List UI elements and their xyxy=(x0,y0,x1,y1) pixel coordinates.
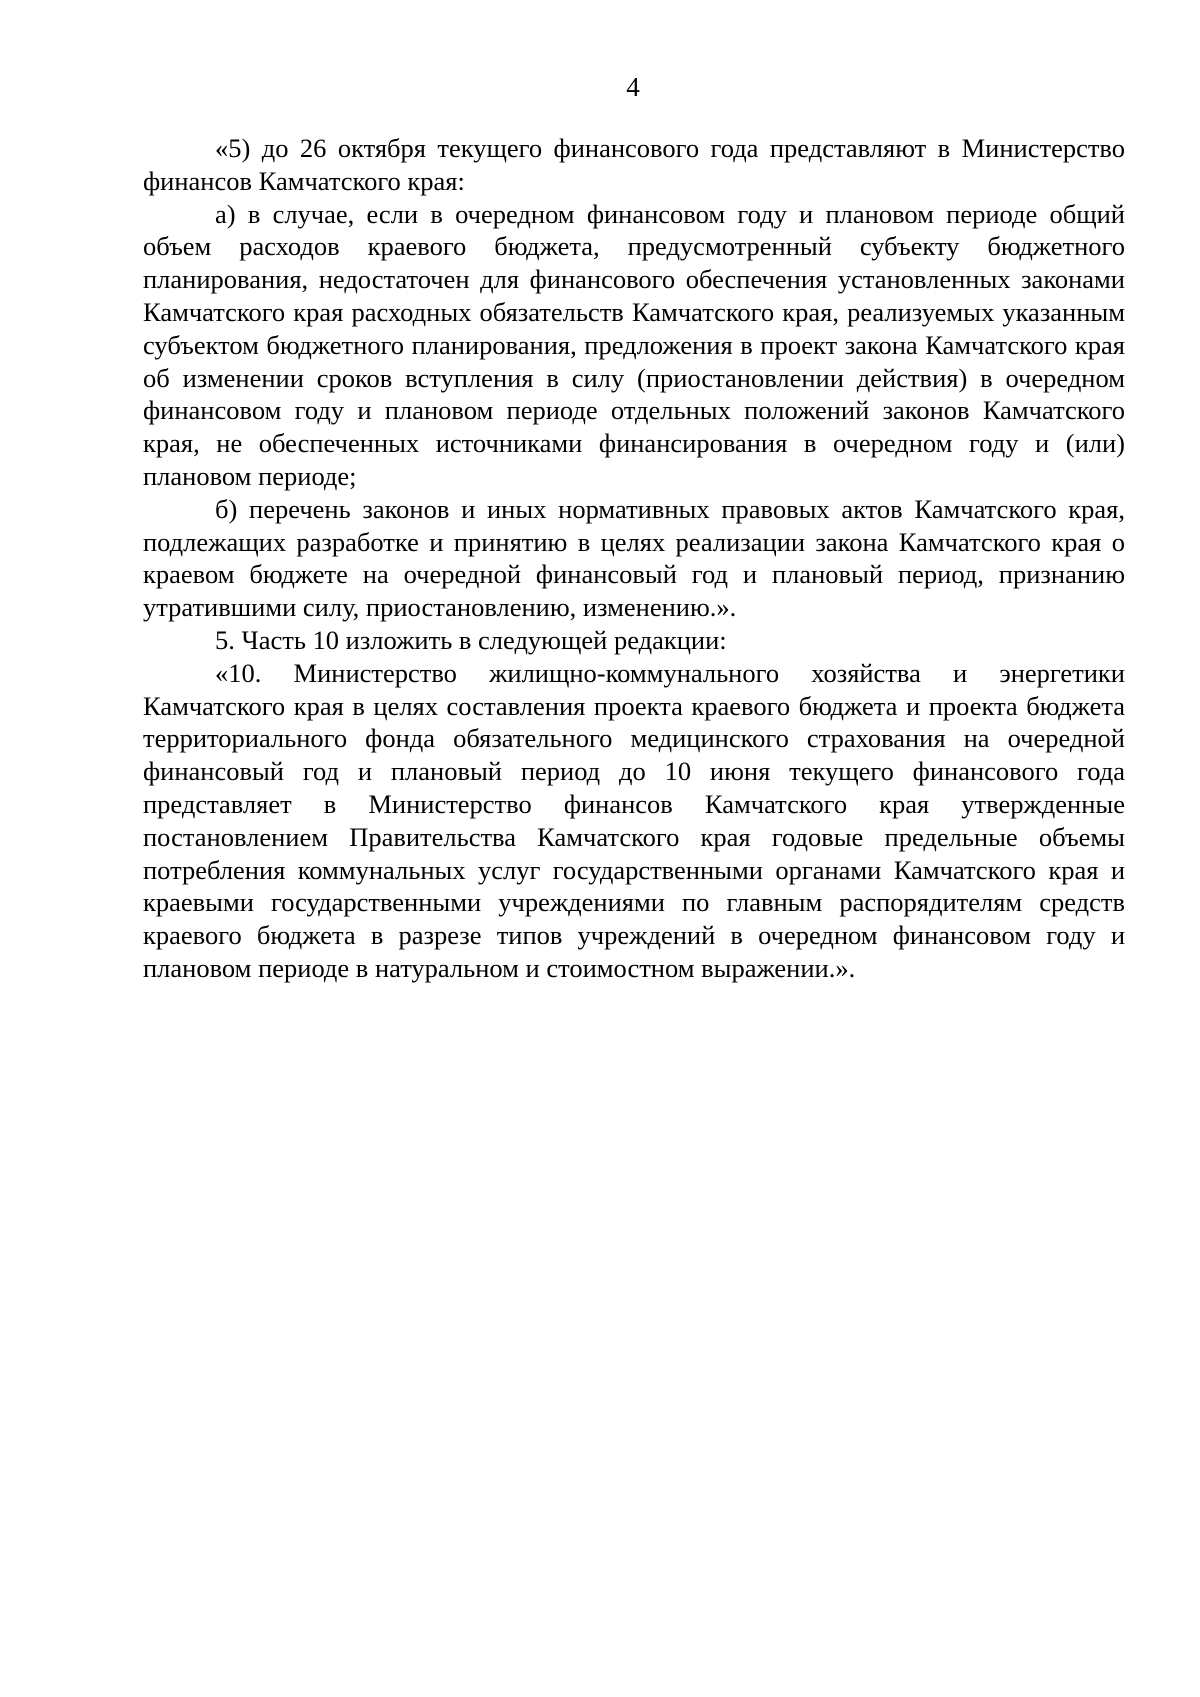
paragraph-amendment-5: 5. Часть 10 изложить в следующей редакции: xyxy=(215,624,727,655)
paragraph-subitem-b: б) перечень законов и иных нормативных правовых актов Камчатского края, подлежащих разработке и принятию в целях реализации закона Камчатского края о краевом бюджете на очередной финансовый год и плановый период, признанию утратившими силу, приостановлению, изменению.». xyxy=(143,493,1125,623)
paragraph-subitem-a: а) в случае, если в очередном финансовом году и плановом периоде общий объем расходов краевого бюджета, предусмотренный субъекту бюджетного планирования, недостаточен для финансового обеспечения установленных законами Камчатского края расходных обязательств Камчатского края, реализуемых указанным субъектом бюджетного планирования, предложения в проект закона Камчатского края об изменении сроков вступления в силу (приостановлении действия) в очередном финансовом году и плановом периоде отдельных положений законов Камчатского края, не обеспеченных источниками финансирования в очередном году и (или) плановом периоде; xyxy=(143,198,1125,491)
page-number: 4 xyxy=(626,72,640,102)
paragraph-part-10: «10. Министерство жилищно-коммунального хозяйства и энергетики Камчатского края в целях составления проекта краевого бюджета и проекта бюджета территориального фонда обязательного медицинского страхования на очередной финансовый год и плановый период до 10 июня текущего финансового года представляет в Министерство финансов Камчатского края утвержденные постановлением Правительства Камчатского края годовые предельные объемы потребления коммунальных услуг государственными органами Камчатского края и краевыми государственными учреждениями по главным распорядителям средств краевого бюджета в разрезе типов учреждений в очередном финансовом году и плановом периоде в натуральном и стоимостном выражении.». xyxy=(143,657,1125,983)
document-body xyxy=(143,132,1125,985)
paragraph-item-5: «5) до 26 октября текущего финансового года представляют в Министерство финансов Камчатского края: xyxy=(143,133,1125,196)
